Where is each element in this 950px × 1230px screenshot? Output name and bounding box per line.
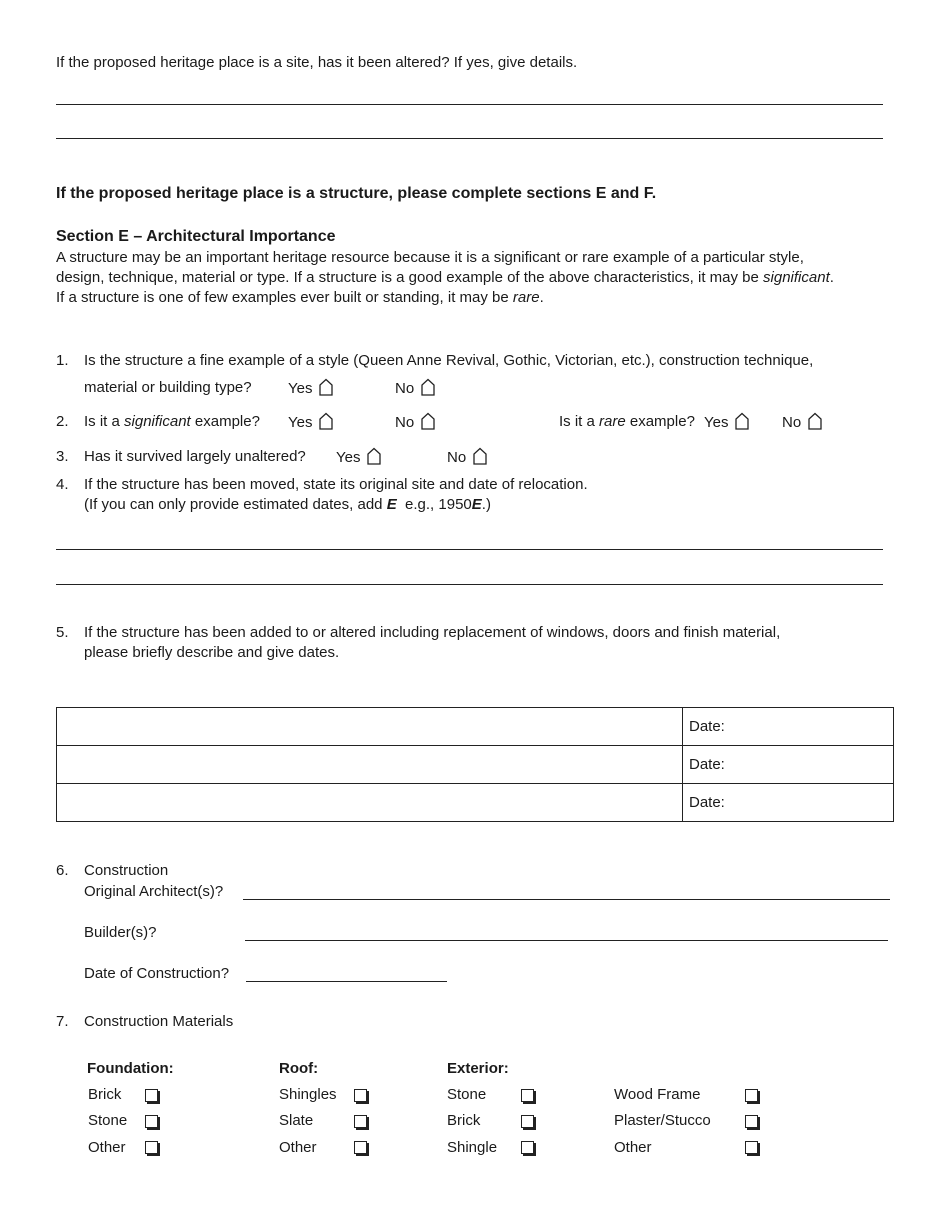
q7-title: Construction Materials bbox=[84, 1013, 234, 1030]
q3-yes-option[interactable]: Yes bbox=[336, 447, 382, 468]
alteration-date-cell[interactable]: Date: bbox=[683, 708, 894, 746]
exterior-plaster-stucco-label: Plaster/Stucco bbox=[614, 1112, 711, 1129]
q3-text: Has it survived largely unaltered? bbox=[84, 448, 306, 465]
foundation-stone-label: Stone bbox=[88, 1112, 128, 1129]
exterior-plaster-stucco-checkbox[interactable] bbox=[745, 1115, 758, 1128]
foundation-stone-checkbox[interactable] bbox=[145, 1115, 158, 1128]
q6-number: 6. bbox=[56, 862, 69, 879]
table-row bbox=[57, 708, 894, 746]
alteration-description-cell[interactable] bbox=[57, 708, 683, 746]
exterior-wood-frame-checkbox[interactable] bbox=[745, 1089, 758, 1102]
house-checkbox-icon[interactable] bbox=[807, 412, 823, 430]
foundation-other-label: Other bbox=[88, 1139, 126, 1156]
q2-rare-no-option[interactable]: No bbox=[782, 412, 823, 433]
foundation-other-checkbox[interactable] bbox=[145, 1141, 158, 1154]
builder-field[interactable] bbox=[245, 940, 888, 941]
q5-text-2: please briefly describe and give dates. bbox=[84, 644, 340, 661]
house-checkbox-icon[interactable] bbox=[366, 447, 382, 465]
structure-notice: If the proposed heritage place is a structure, please complete sections E and F. bbox=[56, 185, 657, 202]
alterations-table bbox=[56, 707, 894, 822]
construction-date-label: Date of Construction? bbox=[84, 965, 230, 982]
table-row bbox=[57, 746, 894, 784]
q2-rare-text: Is it a rare example? bbox=[559, 413, 695, 430]
relocation-line-2[interactable] bbox=[56, 584, 883, 585]
site-altered-question: If the proposed heritage place is a site, has it been altered? If yes, give details. bbox=[56, 54, 578, 71]
roof-shingles-checkbox[interactable] bbox=[354, 1089, 367, 1102]
q2-text: Is it a significant example? bbox=[84, 413, 260, 430]
exterior-stone-label: Stone bbox=[447, 1086, 487, 1103]
house-checkbox-icon[interactable] bbox=[318, 412, 334, 430]
q1-text-2: material or building type? bbox=[84, 379, 252, 396]
q2-rare-yes-option[interactable]: Yes bbox=[704, 412, 750, 433]
q6-title: Construction bbox=[84, 862, 169, 879]
exterior-brick-label: Brick bbox=[447, 1112, 481, 1129]
q1-yes-option[interactable]: Yes bbox=[288, 378, 334, 399]
exterior-brick-checkbox[interactable] bbox=[521, 1115, 534, 1128]
roof-other-checkbox[interactable] bbox=[354, 1141, 367, 1154]
roof-slate-label: Slate bbox=[279, 1112, 314, 1129]
architect-field[interactable] bbox=[243, 899, 890, 900]
q7-number: 7. bbox=[56, 1013, 69, 1030]
house-checkbox-icon[interactable] bbox=[472, 447, 488, 465]
q2-no-option[interactable]: No bbox=[395, 412, 436, 433]
alteration-description-cell[interactable] bbox=[57, 784, 683, 822]
section-e-intro-2: design, technique, material or type. If a structure is a good example of the above characteristics, it may be significant. bbox=[56, 269, 834, 286]
roof-heading: Roof: bbox=[279, 1060, 319, 1077]
q1-text-1: Is the structure a fine example of a style (Queen Anne Revival, Gothic, Victorian, etc.), construction technique, bbox=[84, 352, 814, 369]
section-e-title: Section E – Architectural Importance bbox=[56, 228, 336, 245]
section-e-intro-3: If a structure is one of few examples ever built or standing, it may be rare. bbox=[56, 289, 544, 306]
alteration-description-cell[interactable] bbox=[57, 746, 683, 784]
table-row bbox=[57, 784, 894, 822]
architect-label: Original Architect(s)? bbox=[84, 883, 224, 900]
site-details-line-2[interactable] bbox=[56, 138, 883, 139]
exterior-stone-checkbox[interactable] bbox=[521, 1089, 534, 1102]
exterior-shingle-checkbox[interactable] bbox=[521, 1141, 534, 1154]
q4-number: 4. bbox=[56, 476, 69, 493]
house-checkbox-icon[interactable] bbox=[420, 412, 436, 430]
roof-shingles-label: Shingles bbox=[279, 1086, 337, 1103]
builder-label: Builder(s)? bbox=[84, 924, 157, 941]
q3-no-option[interactable]: No bbox=[447, 447, 488, 468]
house-checkbox-icon[interactable] bbox=[318, 378, 334, 396]
exterior-wood-frame-label: Wood Frame bbox=[614, 1086, 701, 1103]
foundation-heading: Foundation: bbox=[87, 1060, 174, 1077]
exterior-heading: Exterior: bbox=[447, 1060, 509, 1077]
alteration-date-cell[interactable]: Date: bbox=[683, 746, 894, 784]
q4-text-2: (If you can only provide estimated dates, add E e.g., 1950E.) bbox=[84, 496, 491, 513]
q1-number: 1. bbox=[56, 352, 69, 369]
q3-number: 3. bbox=[56, 448, 69, 465]
house-checkbox-icon[interactable] bbox=[734, 412, 750, 430]
exterior-other-label: Other bbox=[614, 1139, 652, 1156]
site-details-line-1[interactable] bbox=[56, 104, 883, 105]
q5-number: 5. bbox=[56, 624, 69, 641]
section-e-intro-1: A structure may be an important heritage resource because it is a significant or rare example of a particular style, bbox=[56, 249, 804, 266]
foundation-brick-label: Brick bbox=[88, 1086, 122, 1103]
foundation-brick-checkbox[interactable] bbox=[145, 1089, 158, 1102]
relocation-line-1[interactable] bbox=[56, 549, 883, 550]
q1-no-option[interactable]: No bbox=[395, 378, 436, 399]
roof-slate-checkbox[interactable] bbox=[354, 1115, 367, 1128]
alteration-date-cell[interactable]: Date: bbox=[683, 784, 894, 822]
q2-number: 2. bbox=[56, 413, 69, 430]
roof-other-label: Other bbox=[279, 1139, 317, 1156]
exterior-shingle-label: Shingle bbox=[447, 1139, 498, 1156]
construction-date-field[interactable] bbox=[246, 981, 447, 982]
exterior-other-checkbox[interactable] bbox=[745, 1141, 758, 1154]
house-checkbox-icon[interactable] bbox=[420, 378, 436, 396]
q5-text-1: If the structure has been added to or altered including replacement of windows, doors and finish material, bbox=[84, 624, 781, 641]
q2-yes-option[interactable]: Yes bbox=[288, 412, 334, 433]
q4-text-1: If the structure has been moved, state its original site and date of relocation. bbox=[84, 476, 588, 493]
